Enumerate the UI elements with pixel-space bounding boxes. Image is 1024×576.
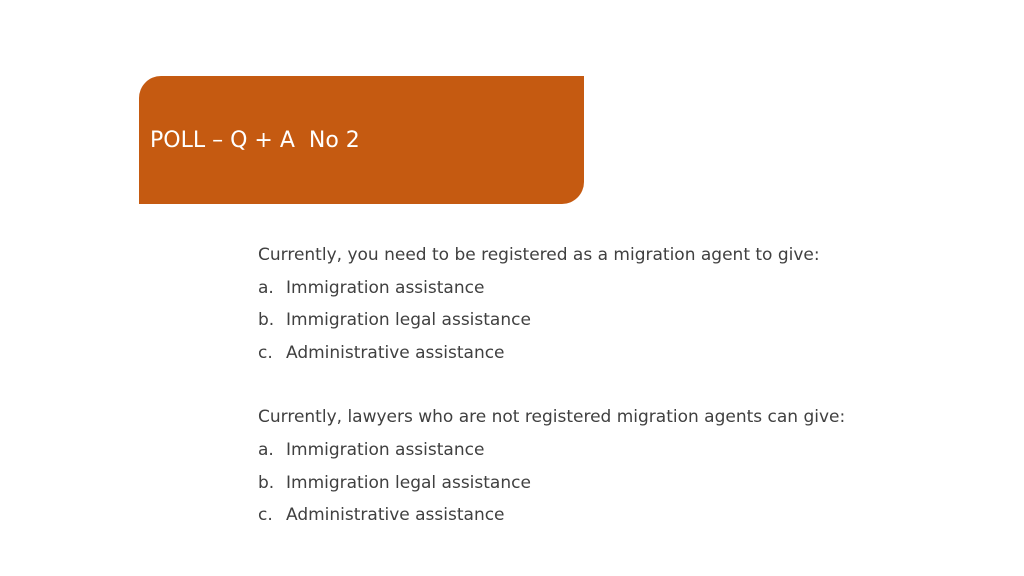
question-prompt: Currently, lawyers who are not registered migration agents can give: — [258, 407, 846, 428]
option-item — [258, 467, 978, 500]
option-item — [258, 272, 978, 305]
option-item — [258, 337, 978, 370]
question-2 — [258, 401, 978, 531]
option-letter: b. — [258, 310, 275, 331]
option-letter: c. — [258, 505, 273, 526]
slide-content — [258, 239, 978, 532]
title-banner — [139, 76, 584, 204]
question-prompt: Currently, you need to be registered as a migration agent to give: — [258, 245, 820, 265]
option-text: Immigration legal assistance — [286, 310, 531, 331]
option-text: Immigration assistance — [286, 439, 485, 460]
option-letter: c. — [258, 342, 273, 363]
option-text: Administrative assistance — [286, 505, 505, 526]
question-1 — [258, 239, 978, 369]
option-text: Administrative assistance — [286, 342, 505, 363]
slide-title: POLL – Q + A No 2 — [150, 128, 360, 153]
option-text: Immigration assistance — [286, 277, 485, 298]
option-text: Immigration legal assistance — [286, 472, 531, 493]
option-item — [258, 499, 978, 532]
option-letter: a. — [258, 439, 274, 460]
option-letter: b. — [258, 472, 275, 493]
option-item — [258, 434, 978, 467]
option-item — [258, 304, 978, 337]
option-letter: a. — [258, 277, 274, 298]
